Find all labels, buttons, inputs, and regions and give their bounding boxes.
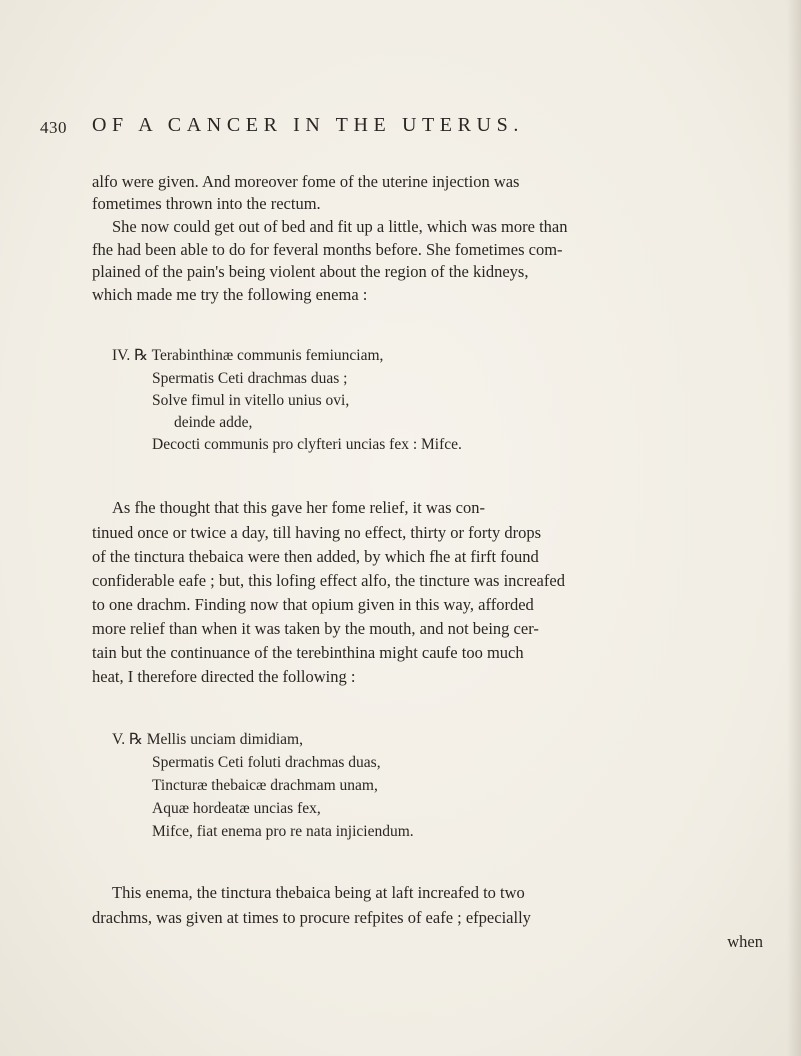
- paragraph-2-line-3: plained of the pain's being violent about the region of the kidneys,: [92, 262, 529, 281]
- prescription-5-line-2: Spermatis Ceti foluti drachmas duas,: [152, 754, 381, 771]
- paragraph-2-line-2: fhe had been able to do for feveral months before. She fometimes com-: [92, 240, 563, 259]
- paragraph-3-line-4: confiderable eafe ; but, this lofing effect alfo, the tincture was increafed: [92, 571, 565, 590]
- paragraph-3-line-5: to one drachm. Finding now that opium given in this way, afforded: [92, 595, 534, 614]
- paragraph-4-line-2: drachms, was given at times to procure refpites of eafe ; efpecially: [92, 908, 531, 927]
- paragraph-3-line-2: tinued once or twice a day, till having no effect, thirty or forty drops: [92, 523, 542, 542]
- prescription-4-line-1: IV. ℞ Terabinthinæ communis femiunciam,: [112, 347, 384, 364]
- running-head: OF A CANCER IN THE UTERUS.: [92, 114, 524, 136]
- paragraph-1-line-2: fometimes thrown into the rectum.: [92, 194, 321, 213]
- paragraph-3-line-3: of the tinctura thebaica were then added, by which fhe at firft found: [92, 547, 539, 566]
- prescription-4-line-2: Spermatis Ceti drachmas duas ;: [152, 370, 348, 387]
- paragraph-3-line-7: tain but the continuance of the terebinthina might caufe too much: [92, 643, 524, 662]
- prescription-5-line-4: Aquæ hordeatæ uncias fex,: [152, 800, 321, 817]
- paragraph-1-line-1: alfo were given. And moreover fome of the uterine injection was: [92, 172, 520, 191]
- paragraph-4-line-1: This enema, the tinctura thebaica being at laft increafed to two: [112, 883, 525, 902]
- prescription-4-line-4: deinde adde,: [174, 414, 253, 431]
- page-header: [40, 114, 780, 144]
- prescription-5-line-5: Mifce, fiat enema pro re nata injiciendum.: [152, 823, 414, 840]
- paragraph-2-line-1: She now could get out of bed and fit up a little, which was more than: [112, 217, 568, 236]
- paragraph-3-line-1: As fhe thought that this gave her fome relief, it was con-: [112, 498, 485, 517]
- paragraph-3-line-6: more relief than when it was taken by the mouth, and not being cer-: [92, 619, 539, 638]
- prescription-5-line-1: V. ℞ Mellis unciam dimidiam,: [112, 731, 303, 748]
- page-number: 430: [40, 118, 67, 137]
- paragraph-3-line-8: heat, I therefore directed the following :: [92, 667, 356, 686]
- prescription-5-line-3: Tincturæ thebaicæ drachmam unam,: [152, 777, 378, 794]
- paragraph-2-line-4: which made me try the following enema :: [92, 285, 368, 304]
- prescription-4-line-3: Solve fimul in vitello unius ovi,: [152, 392, 350, 409]
- catchword: when: [727, 932, 763, 951]
- page-edge-shadow: [787, 0, 801, 1056]
- prescription-4-line-5: Decocti communis pro clyfteri uncias fex : Mifce.: [152, 436, 462, 453]
